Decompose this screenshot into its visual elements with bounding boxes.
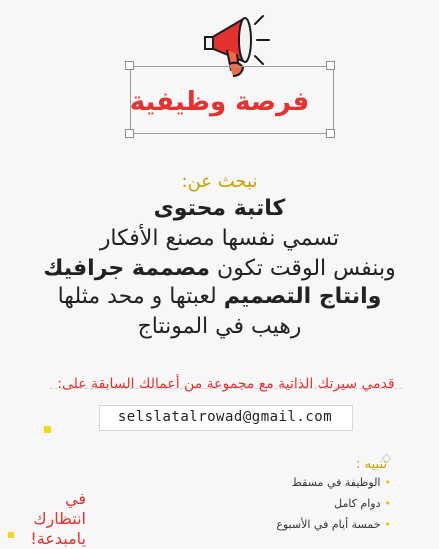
description-line: تسمي نفسها مصنع الأفكار: [99, 226, 340, 251]
frame-handle: [125, 129, 134, 138]
frame-handle: [326, 129, 335, 138]
decor-square: [8, 532, 14, 538]
decor-square: [44, 426, 51, 433]
notice-list: [276, 476, 391, 539]
page-title: فرصة وظيفية: [129, 87, 310, 117]
application-instruction: قدمي سيرتك الذاتية مع مجموعة من أعمالك السابقة على:: [57, 376, 395, 392]
description-line: [0, 256, 439, 282]
frame-handle: [326, 61, 335, 70]
notice-heading: تنبيه :: [356, 457, 387, 472]
role-title: كاتبة محتوى: [153, 196, 286, 221]
closing-message: في انتظارك يامبدعة!: [30, 489, 86, 548]
description-emphasis: وانتاج التصميم: [223, 284, 382, 309]
list-item: • خمسة أيام في الأسبوع: [276, 518, 391, 531]
description-emphasis: مصممة جرافيك: [43, 256, 211, 281]
list-item: • الوظيفة في مسقط: [276, 476, 391, 489]
search-label: نبحث عن:: [181, 171, 258, 192]
description-text: لعبتها و محد مثلها: [57, 284, 217, 309]
description-line: رهيب في المونتاج: [137, 314, 302, 339]
description-line: [0, 284, 439, 310]
list-item: • دوام كامل: [276, 497, 391, 510]
frame-handle: [125, 61, 134, 70]
contact-email[interactable]: selslatalrowad@gmail.com: [117, 409, 333, 425]
description-text: وبنفس الوقت تكون: [217, 256, 396, 281]
